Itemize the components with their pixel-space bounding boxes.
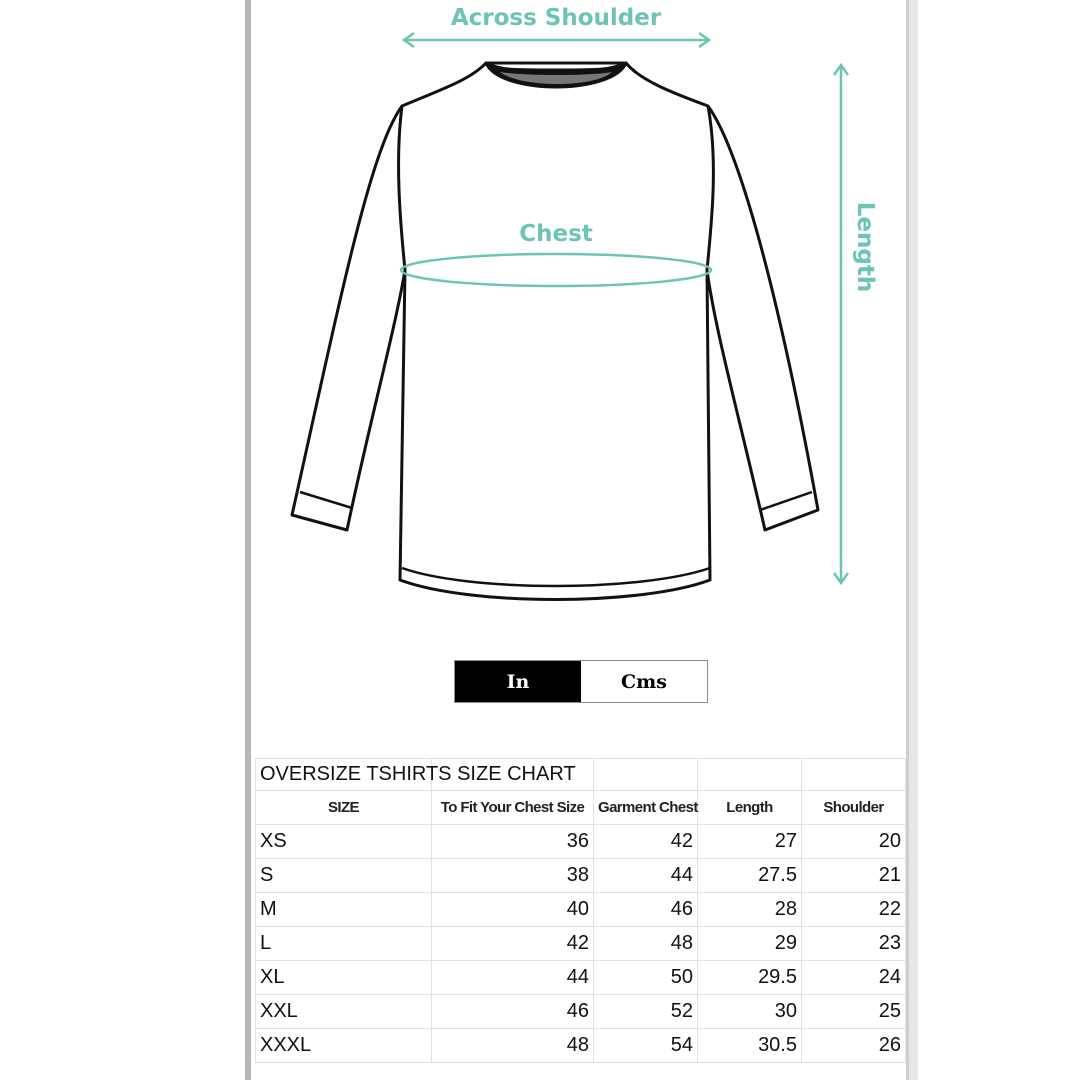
column-header-fit-chest: To Fit Your Chest Size [432, 791, 594, 825]
size-chart-header-row [256, 791, 906, 825]
measurement-cell: 52 [594, 995, 698, 1029]
table-row [256, 961, 906, 995]
measurement-cell: 30 [698, 995, 802, 1029]
column-header-length: Length [698, 791, 802, 825]
measurement-cell: 29.5 [698, 961, 802, 995]
length-label: Length [852, 201, 878, 293]
size-label-cell: M [256, 893, 432, 927]
measurement-cell: 46 [594, 893, 698, 927]
measurement-cell: 29 [698, 927, 802, 961]
size-chart-table [255, 758, 906, 1063]
chest-label: Chest [519, 221, 593, 247]
table-row [256, 927, 906, 961]
measurement-cell: 23 [802, 927, 906, 961]
column-header-shoulder: Shoulder [802, 791, 906, 825]
measurement-cell: 25 [802, 995, 906, 1029]
size-label-cell: XXXL [256, 1029, 432, 1063]
unit-toggle [454, 660, 708, 703]
measurement-cell: 30.5 [698, 1029, 802, 1063]
measurement-cell: 54 [594, 1029, 698, 1063]
size-chart-title: OVERSIZE TSHIRTS SIZE CHART [256, 759, 432, 791]
column-header-garment-chest: Garment Chest [594, 791, 698, 825]
measurement-cell: 40 [432, 893, 594, 927]
measurement-cell: 50 [594, 961, 698, 995]
measurement-cell: 27.5 [698, 859, 802, 893]
size-label-cell: XXL [256, 995, 432, 1029]
measurement-cell: 44 [594, 859, 698, 893]
measurement-cell: 22 [802, 893, 906, 927]
across-shoulder-label: Across Shoulder [450, 5, 662, 31]
measurement-cell: 20 [802, 825, 906, 859]
table-row [256, 859, 906, 893]
size-label-cell: S [256, 859, 432, 893]
size-label-cell: L [256, 927, 432, 961]
measurement-cell: 38 [432, 859, 594, 893]
measurement-cell: 21 [802, 859, 906, 893]
size-label-cell: XL [256, 961, 432, 995]
tshirt-illustration [292, 63, 818, 600]
measurement-cell: 26 [802, 1029, 906, 1063]
unit-option-inches[interactable]: In [455, 661, 581, 702]
unit-option-cms[interactable]: Cms [581, 661, 707, 702]
across-shoulder-measure [404, 5, 709, 47]
measurement-cell: 27 [698, 825, 802, 859]
table-row [256, 995, 906, 1029]
measurement-cell: 42 [594, 825, 698, 859]
measurement-cell: 48 [432, 1029, 594, 1063]
table-row [256, 1029, 906, 1063]
table-row [256, 825, 906, 859]
size-label-cell: XS [256, 825, 432, 859]
table-row [256, 893, 906, 927]
measurement-cell: 44 [432, 961, 594, 995]
measurement-cell: 24 [802, 961, 906, 995]
measurement-cell: 36 [432, 825, 594, 859]
measurement-cell: 46 [432, 995, 594, 1029]
measurement-cell: 42 [432, 927, 594, 961]
size-chart-title-row [256, 759, 906, 791]
length-measure [834, 65, 878, 583]
measurement-cell: 48 [594, 927, 698, 961]
measurement-cell: 28 [698, 893, 802, 927]
column-header-size: SIZE [256, 791, 432, 825]
